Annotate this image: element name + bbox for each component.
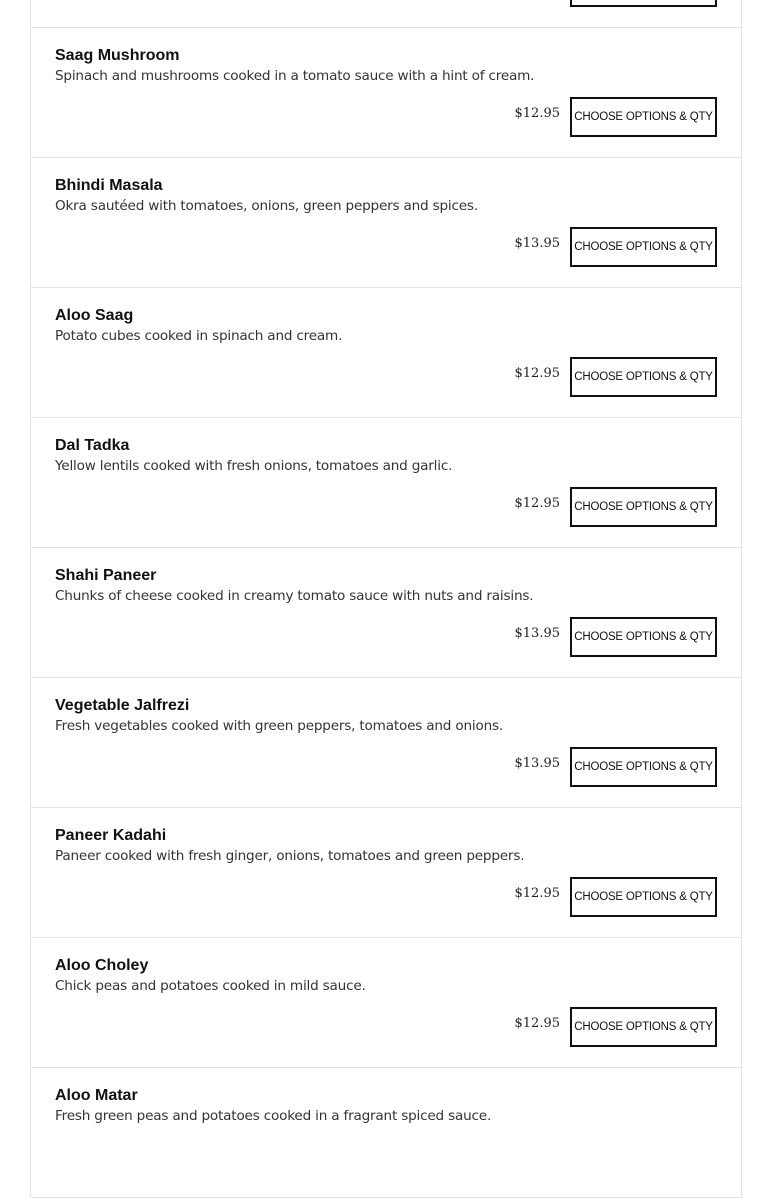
choose-options-button[interactable]: CHOOSE OPTIONS & QTY <box>570 97 717 137</box>
item-name: Aloo Matar <box>55 1087 138 1104</box>
menu-item <box>31 0 741 28</box>
item-price: $12.95 <box>514 106 560 121</box>
item-price: $12.95 <box>514 886 560 901</box>
item-price: $12.95 <box>514 496 560 511</box>
item-price: $12.95 <box>514 366 560 381</box>
item-price: $13.95 <box>514 626 560 641</box>
item-description: Potato cubes cooked in spinach and cream. <box>55 328 343 344</box>
item-name: Vegetable Jalfrezi <box>55 697 190 714</box>
item-description: Okra sautéed with tomatoes, onions, green peppers and spices. <box>55 198 478 214</box>
menu-item <box>31 288 741 418</box>
choose-options-button[interactable]: CHOOSE OPTIONS & QTY <box>570 1007 717 1047</box>
item-name: Aloo Choley <box>55 957 149 974</box>
item-description: Fresh vegetables cooked with green peppers, tomatoes and onions. <box>55 718 503 734</box>
item-description: Spinach and mushrooms cooked in a tomato sauce with a hint of cream. <box>55 68 535 84</box>
item-price: $13.95 <box>514 756 560 771</box>
item-name: Bhindi Masala <box>55 177 163 194</box>
item-name: Shahi Paneer <box>55 567 157 584</box>
item-name: Dal Tadka <box>55 437 130 454</box>
choose-options-button[interactable]: CHOOSE OPTIONS & QTY <box>570 357 717 397</box>
item-description: Yellow lentils cooked with fresh onions, tomatoes and garlic. <box>55 458 453 474</box>
menu-item <box>31 808 741 938</box>
item-description: Fresh green peas and potatoes cooked in a fragrant spiced sauce. <box>55 1108 492 1124</box>
choose-options-button[interactable]: CHOOSE OPTIONS & QTY <box>570 747 717 787</box>
menu-item <box>31 28 741 158</box>
menu-item <box>31 938 741 1068</box>
item-name: Paneer Kadahi <box>55 827 167 844</box>
item-name: Aloo Saag <box>55 307 134 324</box>
menu-item <box>31 158 741 288</box>
menu-item <box>31 678 741 808</box>
choose-options-button[interactable]: CHOOSE OPTIONS & QTY <box>570 487 717 527</box>
menu-item <box>31 1068 741 1198</box>
choose-options-button[interactable]: CHOOSE OPTIONS & QTY <box>570 227 717 267</box>
choose-options-button[interactable] <box>570 0 717 7</box>
menu-item <box>31 548 741 678</box>
item-price: $13.95 <box>514 236 560 251</box>
item-description: Paneer cooked with fresh ginger, onions, tomatoes and green peppers. <box>55 848 525 864</box>
menu-item <box>31 418 741 548</box>
item-description: Chick peas and potatoes cooked in mild sauce. <box>55 978 366 994</box>
item-description: Chunks of cheese cooked in creamy tomato sauce with nuts and raisins. <box>55 588 534 604</box>
item-price: $12.95 <box>514 1016 560 1031</box>
choose-options-button[interactable]: CHOOSE OPTIONS & QTY <box>570 617 717 657</box>
item-name: Saag Mushroom <box>55 47 180 64</box>
choose-options-button[interactable]: CHOOSE OPTIONS & QTY <box>570 877 717 917</box>
menu-item-list <box>30 0 742 1198</box>
